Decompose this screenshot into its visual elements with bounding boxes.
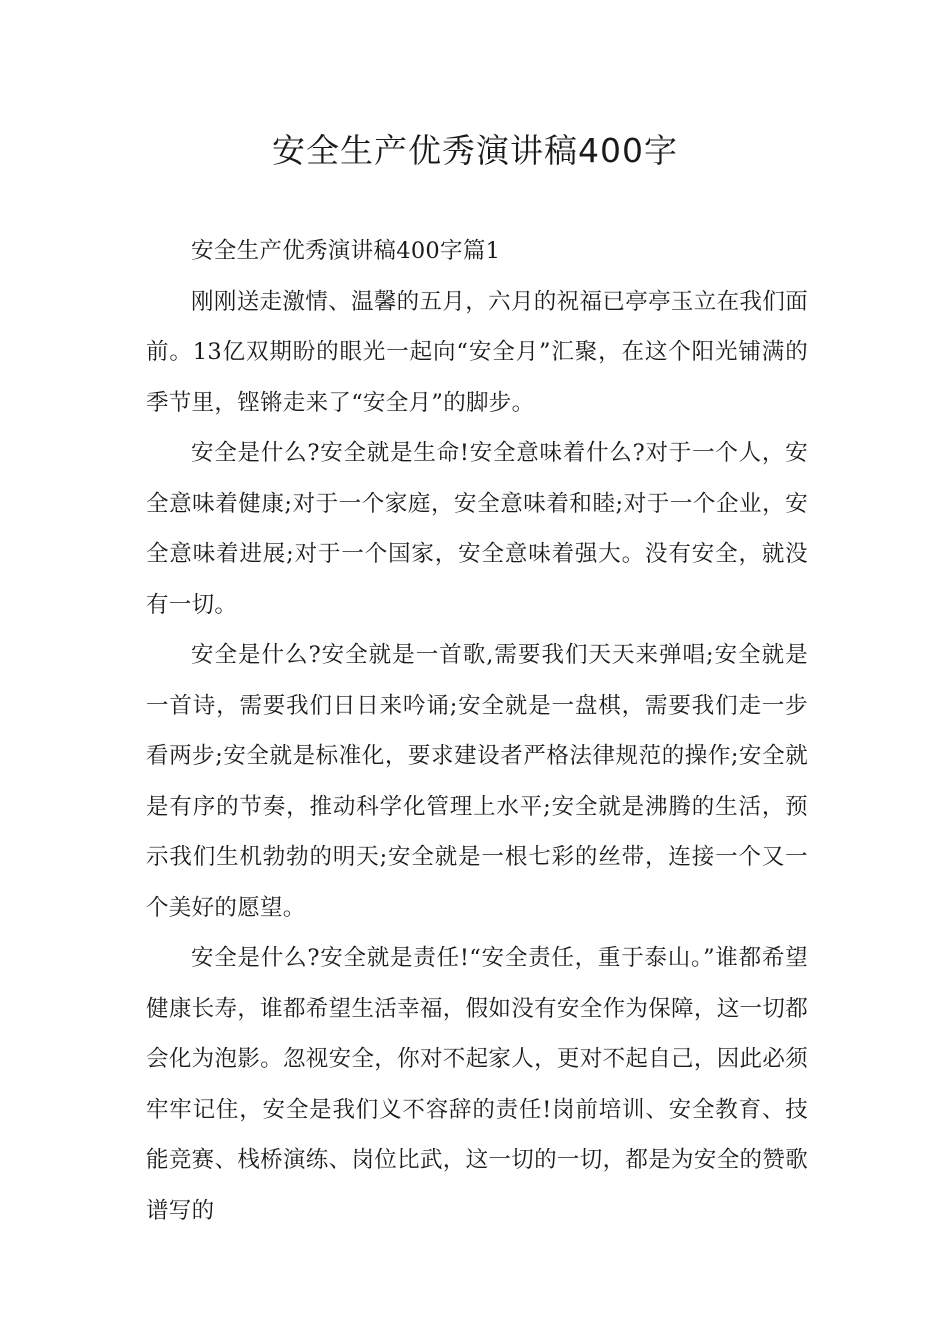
- paragraph-heading: 安全生产优秀演讲稿400字篇1: [191, 238, 501, 264]
- paragraph: 安全是什么?安全就是一首歌,需要我们天天来弹唱;安全就是一首诗，需要我们日日来吟诵;安全就是一盘棋，需要我们走一步看两步;安全就是标准化，要求建设者严格法律规范的操作;安全就是有序的节奏，推动科学化管理上水平;安全就是沸腾的生活，预示我们生机勃勃的明天;安全就是一根七彩的丝带，连接一个又一个美好的愿望。: [146, 642, 808, 921]
- paragraph: 安全是什么?安全就是责任!“安全责任，重于泰山。”谁都希望健康长寿，谁都希望生活幸福，假如没有安全作为保障，这一切都会化为泡影。忽视安全，你对不起家人，更对不起自己，因此必须牢牢记住，安全是我们义不容辞的责任!岗前培训、安全教育、技能竞赛、栈桥演练、岗位比武，这一切的一切，都是为安全的赞歌谱写的: [146, 945, 808, 1224]
- document-title: 安全生产优秀演讲稿400字: [272, 131, 678, 170]
- paragraph: 安全是什么?安全就是生命!安全意味着什么?对于一个人，安全意味着健康;对于一个家庭，安全意味着和睦;对于一个企业，安全意味着进展;对于一个国家，安全意味着强大。没有安全，就没有一切。: [146, 440, 808, 618]
- paragraph: 刚刚送走激情、温馨的五月，六月的祝福已亭亭玉立在我们面前。13亿双期盼的眼光一起向“安全月”汇聚，在这个阳光铺满的季节里，铿锵走来了“安全月”的脚步。: [146, 288, 808, 416]
- document-body: [146, 226, 808, 1236]
